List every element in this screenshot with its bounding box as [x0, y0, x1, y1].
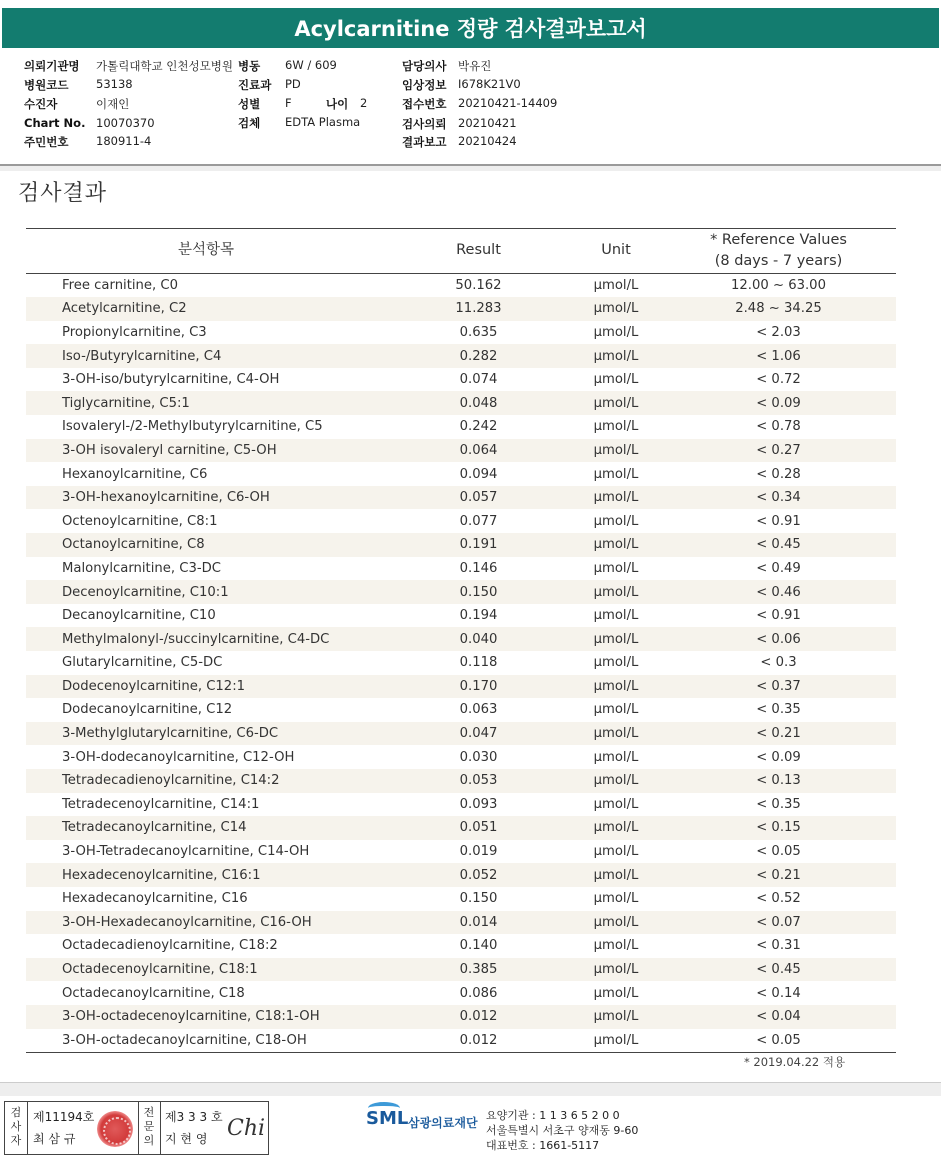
- cell-result: 50.162: [455, 278, 502, 294]
- table-row: [26, 557, 896, 581]
- cell-name: Octadecenoylcarnitine, C18:1: [26, 958, 386, 982]
- sex-value: F: [285, 96, 292, 110]
- cell-unit: μmol/L: [571, 816, 661, 840]
- logo-mark: SML: [366, 1108, 409, 1129]
- table-row: [26, 486, 896, 510]
- cell-result: 0.053: [386, 769, 571, 793]
- cell-reference: < 0.49: [756, 560, 801, 576]
- cell-unit: μmol/L: [593, 655, 639, 671]
- cell-unit: μmol/L: [571, 344, 661, 368]
- cell-reference: < 0.14: [756, 985, 801, 1001]
- table-row: [26, 391, 896, 415]
- cell-name: Iso-/Butyrylcarnitine, C4: [26, 344, 386, 368]
- cell-result: 0.063: [459, 702, 498, 718]
- cell-result: 0.094: [459, 466, 498, 482]
- cell-unit: μmol/L: [593, 278, 639, 294]
- cell-reference: 12.00 ~ 63.00: [731, 278, 826, 294]
- cell-name: 3-OH-dodecanoylcarnitine, C12-OH: [62, 749, 295, 765]
- cell-reference: < 1.06: [661, 344, 896, 368]
- specialist-label: 전문의: [143, 1106, 155, 1147]
- examinee-value: 이재인: [96, 97, 130, 111]
- table-row: [26, 344, 896, 368]
- cell-result: 0.012: [386, 1029, 571, 1053]
- org-phone: 대표번호 : 1661-5117: [486, 1139, 600, 1152]
- cell-result: 0.385: [386, 958, 571, 982]
- cell-reference: < 0.78: [756, 419, 801, 435]
- cell-reference: < 0.31: [756, 938, 801, 954]
- patient-info: [0, 54, 941, 164]
- cell-unit: μmol/L: [593, 466, 639, 482]
- cell-unit: μmol/L: [571, 911, 661, 935]
- cell-name: Propionylcarnitine, C3: [62, 324, 207, 340]
- table-row: [26, 627, 896, 651]
- cell-reference: < 0.72: [756, 372, 801, 388]
- cell-result: 0.012: [386, 1005, 571, 1029]
- cell-unit: μmol/L: [571, 1029, 661, 1053]
- cell-result: 0.191: [386, 533, 571, 557]
- cell-unit: μmol/L: [593, 513, 639, 529]
- cell-name: Dodecenoylcarnitine, C12:1: [26, 675, 386, 699]
- table-header-row: [26, 229, 896, 274]
- table-row: [26, 368, 896, 392]
- cell-unit: μmol/L: [593, 702, 639, 718]
- table-row: [26, 769, 896, 793]
- cell-result: 0.051: [386, 816, 571, 840]
- cell-result: 0.150: [459, 891, 498, 907]
- reference-note: * 2019.04.22 적용: [744, 1055, 846, 1069]
- cell-reference: < 0.05: [756, 844, 801, 860]
- cell-name: Glutarylcarnitine, C5-DC: [62, 655, 223, 671]
- age-value: 2: [360, 96, 368, 110]
- footer-band: [0, 1082, 941, 1096]
- receipt-label: 접수번호: [402, 97, 447, 111]
- table-row: [26, 887, 896, 911]
- cell-unit: μmol/L: [593, 372, 639, 388]
- cell-name: Acetylcarnitine, C2: [26, 297, 386, 321]
- chart-label: Chart No.: [24, 116, 86, 130]
- request-value: 20210421: [458, 116, 517, 130]
- header-reference-line1: * Reference Values: [710, 231, 847, 248]
- table-row: [26, 274, 896, 298]
- cell-reference: < 0.09: [661, 391, 896, 415]
- institution-label: 의뢰기관명: [24, 59, 80, 73]
- request-label: 검사의뢰: [402, 117, 447, 131]
- cell-name: Hexadecenoylcarnitine, C16:1: [26, 863, 386, 887]
- cell-name: Decanoylcarnitine, C10: [62, 608, 216, 624]
- cell-reference: < 0.37: [661, 675, 896, 699]
- sign-divider: [27, 1102, 28, 1154]
- dept-label: 진료과: [238, 78, 272, 92]
- table-row: [26, 745, 896, 769]
- cell-unit: μmol/L: [571, 533, 661, 557]
- cell-unit: μmol/L: [593, 891, 639, 907]
- cell-reference: < 0.45: [661, 533, 896, 557]
- institution-value: 가톨릭대학교 인천성모병원: [96, 59, 233, 73]
- cell-result: 0.040: [386, 627, 571, 651]
- cell-result: 0.282: [386, 344, 571, 368]
- clinical-label: 임상정보: [402, 78, 447, 92]
- cell-reference: < 0.09: [756, 749, 801, 765]
- clinical-value: I678K21V0: [458, 77, 521, 91]
- cell-reference: < 0.21: [661, 863, 896, 887]
- cell-result: 0.150: [386, 580, 571, 604]
- header-reference-line2: (8 days - 7 years): [714, 253, 843, 269]
- age-label: 나이: [326, 97, 349, 111]
- cell-result: 0.093: [459, 796, 498, 812]
- cell-reference: < 0.35: [756, 796, 801, 812]
- specimen-label: 검체: [238, 116, 261, 130]
- cell-unit: μmol/L: [571, 439, 661, 463]
- cell-name: 3-OH-iso/butyrylcarnitine, C4-OH: [62, 372, 280, 388]
- cell-name: 3-OH-Hexadecanoylcarnitine, C16-OH: [26, 911, 386, 935]
- examiner-license: 제11194호: [33, 1110, 95, 1124]
- results-body: [26, 274, 896, 1053]
- ward-label: 병동: [238, 59, 261, 73]
- cell-unit: μmol/L: [593, 324, 639, 340]
- cell-result: 0.077: [459, 513, 498, 529]
- cell-reference: < 0.04: [661, 1005, 896, 1029]
- cell-unit: μmol/L: [593, 419, 639, 435]
- table-row: [26, 297, 896, 321]
- cell-name: Free carnitine, C0: [62, 278, 179, 294]
- table-row: [26, 321, 896, 345]
- official-seal: [97, 1111, 133, 1147]
- cell-name: Octadecanoylcarnitine, C18: [62, 985, 245, 1001]
- cell-reference: < 0.21: [661, 722, 896, 746]
- cell-result: 0.635: [459, 324, 498, 340]
- table-row: [26, 793, 896, 817]
- cell-unit: μmol/L: [571, 675, 661, 699]
- cell-unit: μmol/L: [571, 580, 661, 604]
- table-row: [26, 439, 896, 463]
- cell-name: 3-OH-octadecenoylcarnitine, C18:1-OH: [26, 1005, 386, 1029]
- section-title: 검사결과: [18, 181, 108, 206]
- cell-result: 0.014: [386, 911, 571, 935]
- cell-reference: < 0.07: [661, 911, 896, 935]
- table-row: [26, 722, 896, 746]
- results-table: [26, 228, 896, 1053]
- header-item: 분석항목: [26, 229, 386, 274]
- cell-result: 0.118: [459, 655, 498, 671]
- cell-unit: μmol/L: [593, 844, 639, 860]
- cell-reference: < 0.46: [661, 580, 896, 604]
- cell-reference: < 0.28: [756, 466, 801, 482]
- cell-result: 0.170: [386, 675, 571, 699]
- cell-name: Octadecadienoylcarnitine, C18:2: [62, 938, 278, 954]
- table-row: [26, 675, 896, 699]
- cell-unit: μmol/L: [593, 938, 639, 954]
- header-unit: Unit: [571, 229, 661, 274]
- table-row: [26, 462, 896, 486]
- table-row: [26, 651, 896, 675]
- cell-name: 3-OH-Tetradecanoylcarnitine, C14-OH: [62, 844, 310, 860]
- cell-result: 0.047: [386, 722, 571, 746]
- cell-unit: μmol/L: [593, 749, 639, 765]
- cell-unit: μmol/L: [593, 796, 639, 812]
- doctor-value: 박유진: [458, 59, 492, 73]
- cell-unit: μmol/L: [571, 297, 661, 321]
- cell-unit: μmol/L: [571, 958, 661, 982]
- chart-value: 10070370: [96, 116, 155, 130]
- signature-box: [4, 1101, 269, 1155]
- cell-unit: μmol/L: [571, 769, 661, 793]
- cell-reference: < 0.45: [661, 958, 896, 982]
- cell-reference: < 0.27: [661, 439, 896, 463]
- cell-result: 0.074: [459, 372, 498, 388]
- table-row: [26, 958, 896, 982]
- sign-divider: [160, 1102, 161, 1154]
- cell-unit: μmol/L: [593, 608, 639, 624]
- cell-name: Hexadecanoylcarnitine, C16: [62, 891, 248, 907]
- table-row: [26, 698, 896, 722]
- cell-reference: < 0.34: [661, 486, 896, 510]
- header-result: Result: [386, 229, 571, 274]
- doctor-label: 담당의사: [402, 59, 447, 73]
- cell-name: Tiglycarnitine, C5:1: [26, 391, 386, 415]
- cell-reference: < 0.05: [661, 1029, 896, 1053]
- cell-name: Methylmalonyl-/succinylcarnitine, C4-DC: [26, 627, 386, 651]
- table-row: [26, 863, 896, 887]
- hospital-code-value: 53138: [96, 77, 133, 91]
- cell-reference: < 0.91: [756, 608, 801, 624]
- examinee-label: 수진자: [24, 97, 58, 111]
- table-row: [26, 911, 896, 935]
- cell-result: 0.057: [386, 486, 571, 510]
- cell-result: 0.086: [459, 985, 498, 1001]
- cell-reference: < 0.91: [756, 513, 801, 529]
- report-date-value: 20210424: [458, 134, 517, 148]
- hospital-code-label: 병원코드: [24, 78, 69, 92]
- sex-label: 성별: [238, 97, 261, 111]
- ward-value: 6W / 609: [285, 58, 337, 72]
- cell-name: Dodecanoylcarnitine, C12: [62, 702, 233, 718]
- table-row: [26, 816, 896, 840]
- table-row: [26, 509, 896, 533]
- cell-reference: < 2.03: [756, 324, 801, 340]
- table-row: [26, 533, 896, 557]
- cell-result: 0.140: [459, 938, 498, 954]
- logo-name: 삼광의료재단: [408, 1116, 478, 1130]
- cell-name: Hexanoylcarnitine, C6: [62, 466, 208, 482]
- cell-unit: μmol/L: [571, 627, 661, 651]
- cell-name: Malonylcarnitine, C3-DC: [62, 560, 221, 576]
- cell-result: 0.146: [459, 560, 498, 576]
- cell-result: 0.194: [459, 608, 498, 624]
- cell-reference: < 0.35: [756, 702, 801, 718]
- org-address: 서울특별시 서초구 양재동 9-60: [486, 1124, 639, 1137]
- specimen-value: EDTA Plasma: [285, 115, 361, 129]
- dept-value: PD: [285, 77, 301, 91]
- cell-result: 0.030: [459, 749, 498, 765]
- id-label: 주민번호: [24, 135, 69, 149]
- cell-name: 3-OH-hexanoylcarnitine, C6-OH: [26, 486, 386, 510]
- signature-mark: Chi: [227, 1116, 266, 1141]
- org-info: [486, 1108, 638, 1153]
- cell-reference: < 0.3: [760, 655, 797, 671]
- table-row: [26, 580, 896, 604]
- cell-name: 3-OH-octadecanoylcarnitine, C18-OH: [26, 1029, 386, 1053]
- cell-name: Isovaleryl-/2-Methylbutyrylcarnitine, C5: [62, 419, 323, 435]
- cell-result: 0.019: [459, 844, 498, 860]
- cell-name: Octenoylcarnitine, C8:1: [62, 513, 218, 529]
- cell-reference: 2.48 ~ 34.25: [661, 297, 896, 321]
- specialist-name: 지 현 영: [165, 1132, 208, 1146]
- cell-result: 0.052: [386, 863, 571, 887]
- report-date-label: 결과보고: [402, 135, 447, 149]
- cell-result: 0.048: [386, 391, 571, 415]
- header-band: [0, 166, 941, 171]
- cell-unit: μmol/L: [593, 985, 639, 1001]
- header-reference: [661, 229, 896, 274]
- cell-reference: < 0.52: [756, 891, 801, 907]
- table-row: [26, 1029, 896, 1053]
- table-row: [26, 981, 896, 1005]
- table-row: [26, 415, 896, 439]
- cell-unit: μmol/L: [571, 722, 661, 746]
- org-code: 요양기관 : 1 1 3 6 5 2 0 0: [486, 1109, 620, 1122]
- cell-result: 0.064: [386, 439, 571, 463]
- cell-unit: μmol/L: [571, 1005, 661, 1029]
- receipt-value: 20210421-14409: [458, 96, 558, 110]
- specialist-license: 제3 3 3 호: [165, 1110, 223, 1124]
- examiner-name: 최 삼 규: [33, 1132, 76, 1146]
- table-row: [26, 840, 896, 864]
- cell-unit: μmol/L: [571, 486, 661, 510]
- id-value: 180911-4: [96, 134, 152, 148]
- cell-unit: μmol/L: [593, 560, 639, 576]
- cell-name: Tetradecanoylcarnitine, C14: [26, 816, 386, 840]
- cell-name: 3-Methylglutarylcarnitine, C6-DC: [26, 722, 386, 746]
- cell-unit: μmol/L: [571, 863, 661, 887]
- cell-name: 3-OH isovaleryl carnitine, C5-OH: [26, 439, 386, 463]
- cell-name: Tetradecenoylcarnitine, C14:1: [62, 796, 260, 812]
- cell-name: Octanoylcarnitine, C8: [26, 533, 386, 557]
- cell-reference: < 0.15: [661, 816, 896, 840]
- cell-reference: < 0.13: [661, 769, 896, 793]
- cell-reference: < 0.06: [661, 627, 896, 651]
- examiner-label: 검사자: [10, 1106, 22, 1147]
- report-title: Acylcarnitine 정량 검사결과보고서: [2, 8, 939, 48]
- cell-result: 0.242: [459, 419, 498, 435]
- cell-unit: μmol/L: [571, 391, 661, 415]
- cell-name: Decenoylcarnitine, C10:1: [26, 580, 386, 604]
- cell-name: Tetradecadienoylcarnitine, C14:2: [26, 769, 386, 793]
- cell-result: 11.283: [386, 297, 571, 321]
- table-row: [26, 604, 896, 628]
- table-row: [26, 1005, 896, 1029]
- table-row: [26, 934, 896, 958]
